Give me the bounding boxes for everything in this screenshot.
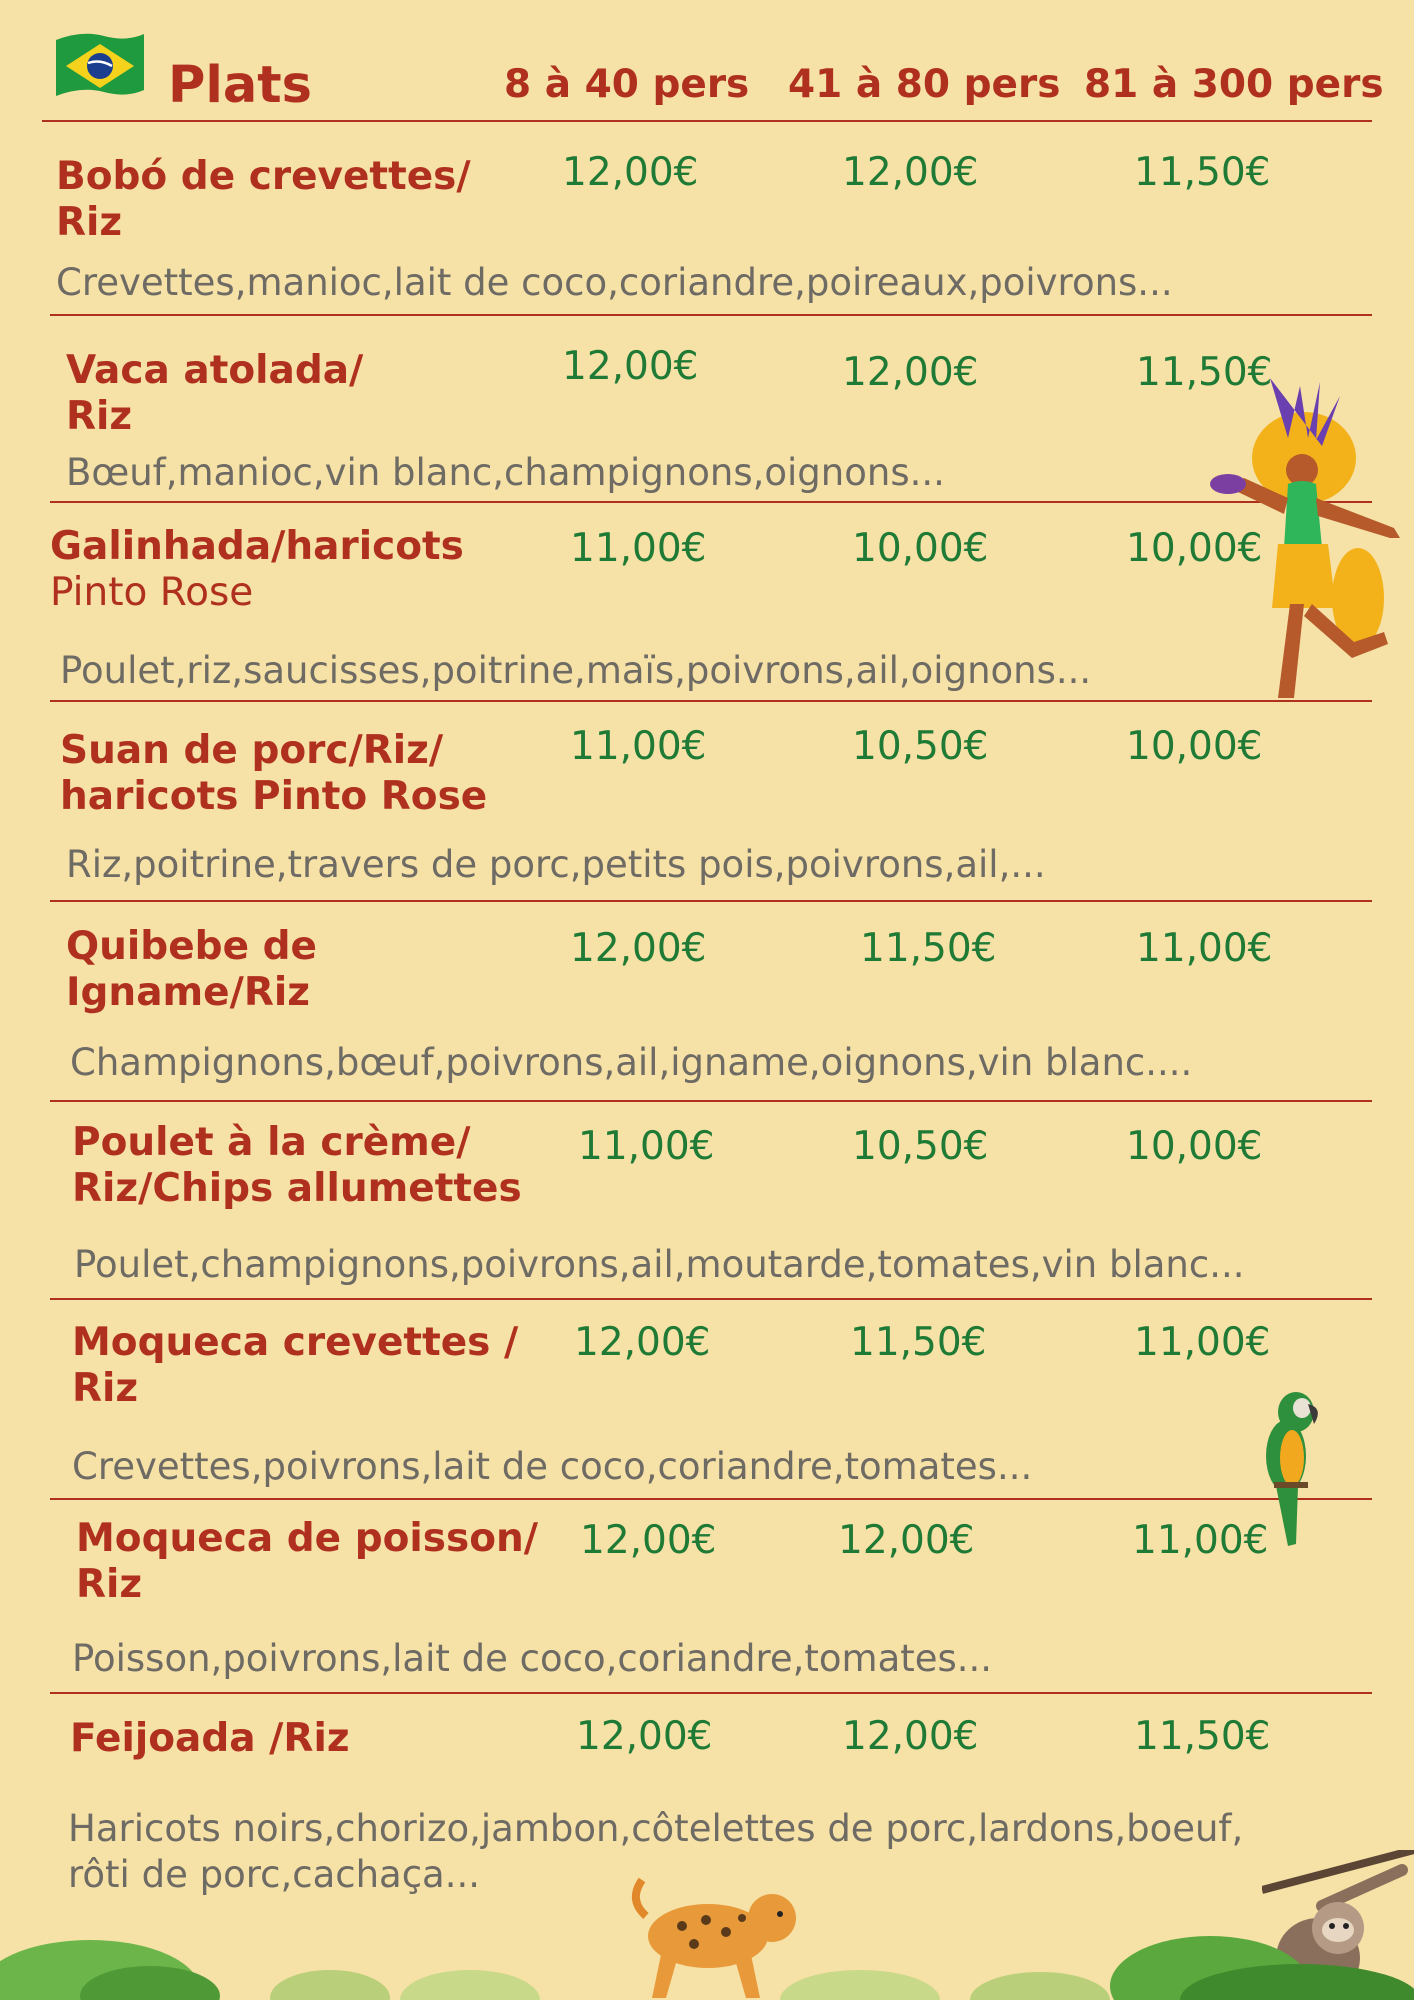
column-header-41-80: 41 à 80 pers [788, 62, 1061, 107]
price-81-300: 11,50€ [1134, 1714, 1271, 1759]
price-81-300: 10,00€ [1126, 526, 1263, 571]
dish-name: Poulet à la crème/ Riz/Chips allumettes [72, 1120, 522, 1211]
brazil-flag-icon [52, 30, 148, 102]
price-8-40: 11,00€ [570, 526, 707, 571]
dish-rule [50, 501, 1372, 503]
dish-rule [50, 1298, 1372, 1300]
price-81-300: 11,50€ [1134, 150, 1271, 195]
dish-name: Suan de porc/Riz/ haricots Pinto Rose [60, 728, 488, 819]
price-8-40: 12,00€ [562, 150, 699, 195]
column-header-8-40: 8 à 40 pers [504, 62, 750, 107]
price-8-40: 12,00€ [576, 1714, 713, 1759]
dish-description: Haricots noirs,chorizo,jambon,côtelettes de porc,lardons,boeuf, rôti de porc,cachaça... [68, 1807, 1244, 1896]
dish-rule [50, 900, 1372, 902]
dish-name: Moqueca de poisson/ Riz [76, 1516, 539, 1607]
price-41-80: 12,00€ [842, 350, 979, 395]
dish-description: Champignons,bœuf,poivrons,ail,igname,oignons,vin blanc.... [70, 1041, 1193, 1084]
dish-name: Moqueca crevettes / Riz [72, 1320, 519, 1411]
price-41-80: 10,00€ [852, 526, 989, 571]
price-8-40: 12,00€ [580, 1518, 717, 1563]
dish-description: Bœuf,manioc,vin blanc,champignons,oignons... [66, 451, 945, 494]
dish-name: Galinhada/haricots Pinto Rose [50, 524, 464, 615]
jungle-leaves-icon [0, 1900, 1414, 2000]
price-81-300: 10,00€ [1126, 724, 1263, 769]
dish-description: Crevettes,manioc,lait de coco,coriandre,poireaux,poivrons... [56, 261, 1173, 304]
price-41-80: 10,50€ [852, 1124, 989, 1169]
dish-name: Feijoada /Riz [70, 1716, 350, 1761]
price-81-300: 11,00€ [1132, 1518, 1269, 1563]
price-81-300: 11,00€ [1136, 926, 1273, 971]
price-8-40: 11,00€ [570, 724, 707, 769]
dish-description: Poisson,poivrons,lait de coco,coriandre,tomates... [72, 1637, 993, 1680]
dish-description: Crevettes,poivrons,lait de coco,coriandre,tomates... [72, 1445, 1033, 1488]
price-81-300: 11,50€ [1136, 350, 1273, 395]
samba-dancer-icon [1204, 378, 1414, 702]
dish-rule [50, 1498, 1372, 1500]
dish-name: Vaca atolada/ Riz [66, 348, 364, 439]
price-41-80: 11,50€ [850, 1320, 987, 1365]
price-81-300: 11,00€ [1134, 1320, 1271, 1365]
price-41-80: 12,00€ [842, 150, 979, 195]
price-41-80: 11,50€ [860, 926, 997, 971]
dish-name: Bobó de crevettes/ Riz [56, 154, 471, 245]
price-41-80: 12,00€ [842, 1714, 979, 1759]
dish-description: Riz,poitrine,travers de porc,petits pois,poivrons,ail,... [66, 843, 1046, 886]
dish-rule [50, 1692, 1372, 1694]
price-8-40: 12,00€ [562, 344, 699, 389]
header-rule [42, 120, 1372, 122]
dish-rule [50, 700, 1372, 702]
page-title: Plats [168, 56, 313, 115]
price-8-40: 11,00€ [578, 1124, 715, 1169]
price-41-80: 12,00€ [838, 1518, 975, 1563]
dish-description: Poulet,riz,saucisses,poitrine,maïs,poivrons,ail,oignons... [60, 649, 1092, 692]
price-8-40: 12,00€ [574, 1320, 711, 1365]
price-8-40: 12,00€ [570, 926, 707, 971]
dish-rule [50, 314, 1372, 316]
dish-name: Quibebe de Igname/Riz [66, 924, 317, 1015]
dish-description: Poulet,champignons,poivrons,ail,moutarde,tomates,vin blanc... [74, 1243, 1245, 1286]
parrot-icon [1254, 1386, 1324, 1548]
column-header-81-300: 81 à 300 pers [1084, 62, 1384, 107]
price-81-300: 10,00€ [1126, 1124, 1263, 1169]
dish-rule [50, 1100, 1372, 1102]
price-41-80: 10,50€ [852, 724, 989, 769]
